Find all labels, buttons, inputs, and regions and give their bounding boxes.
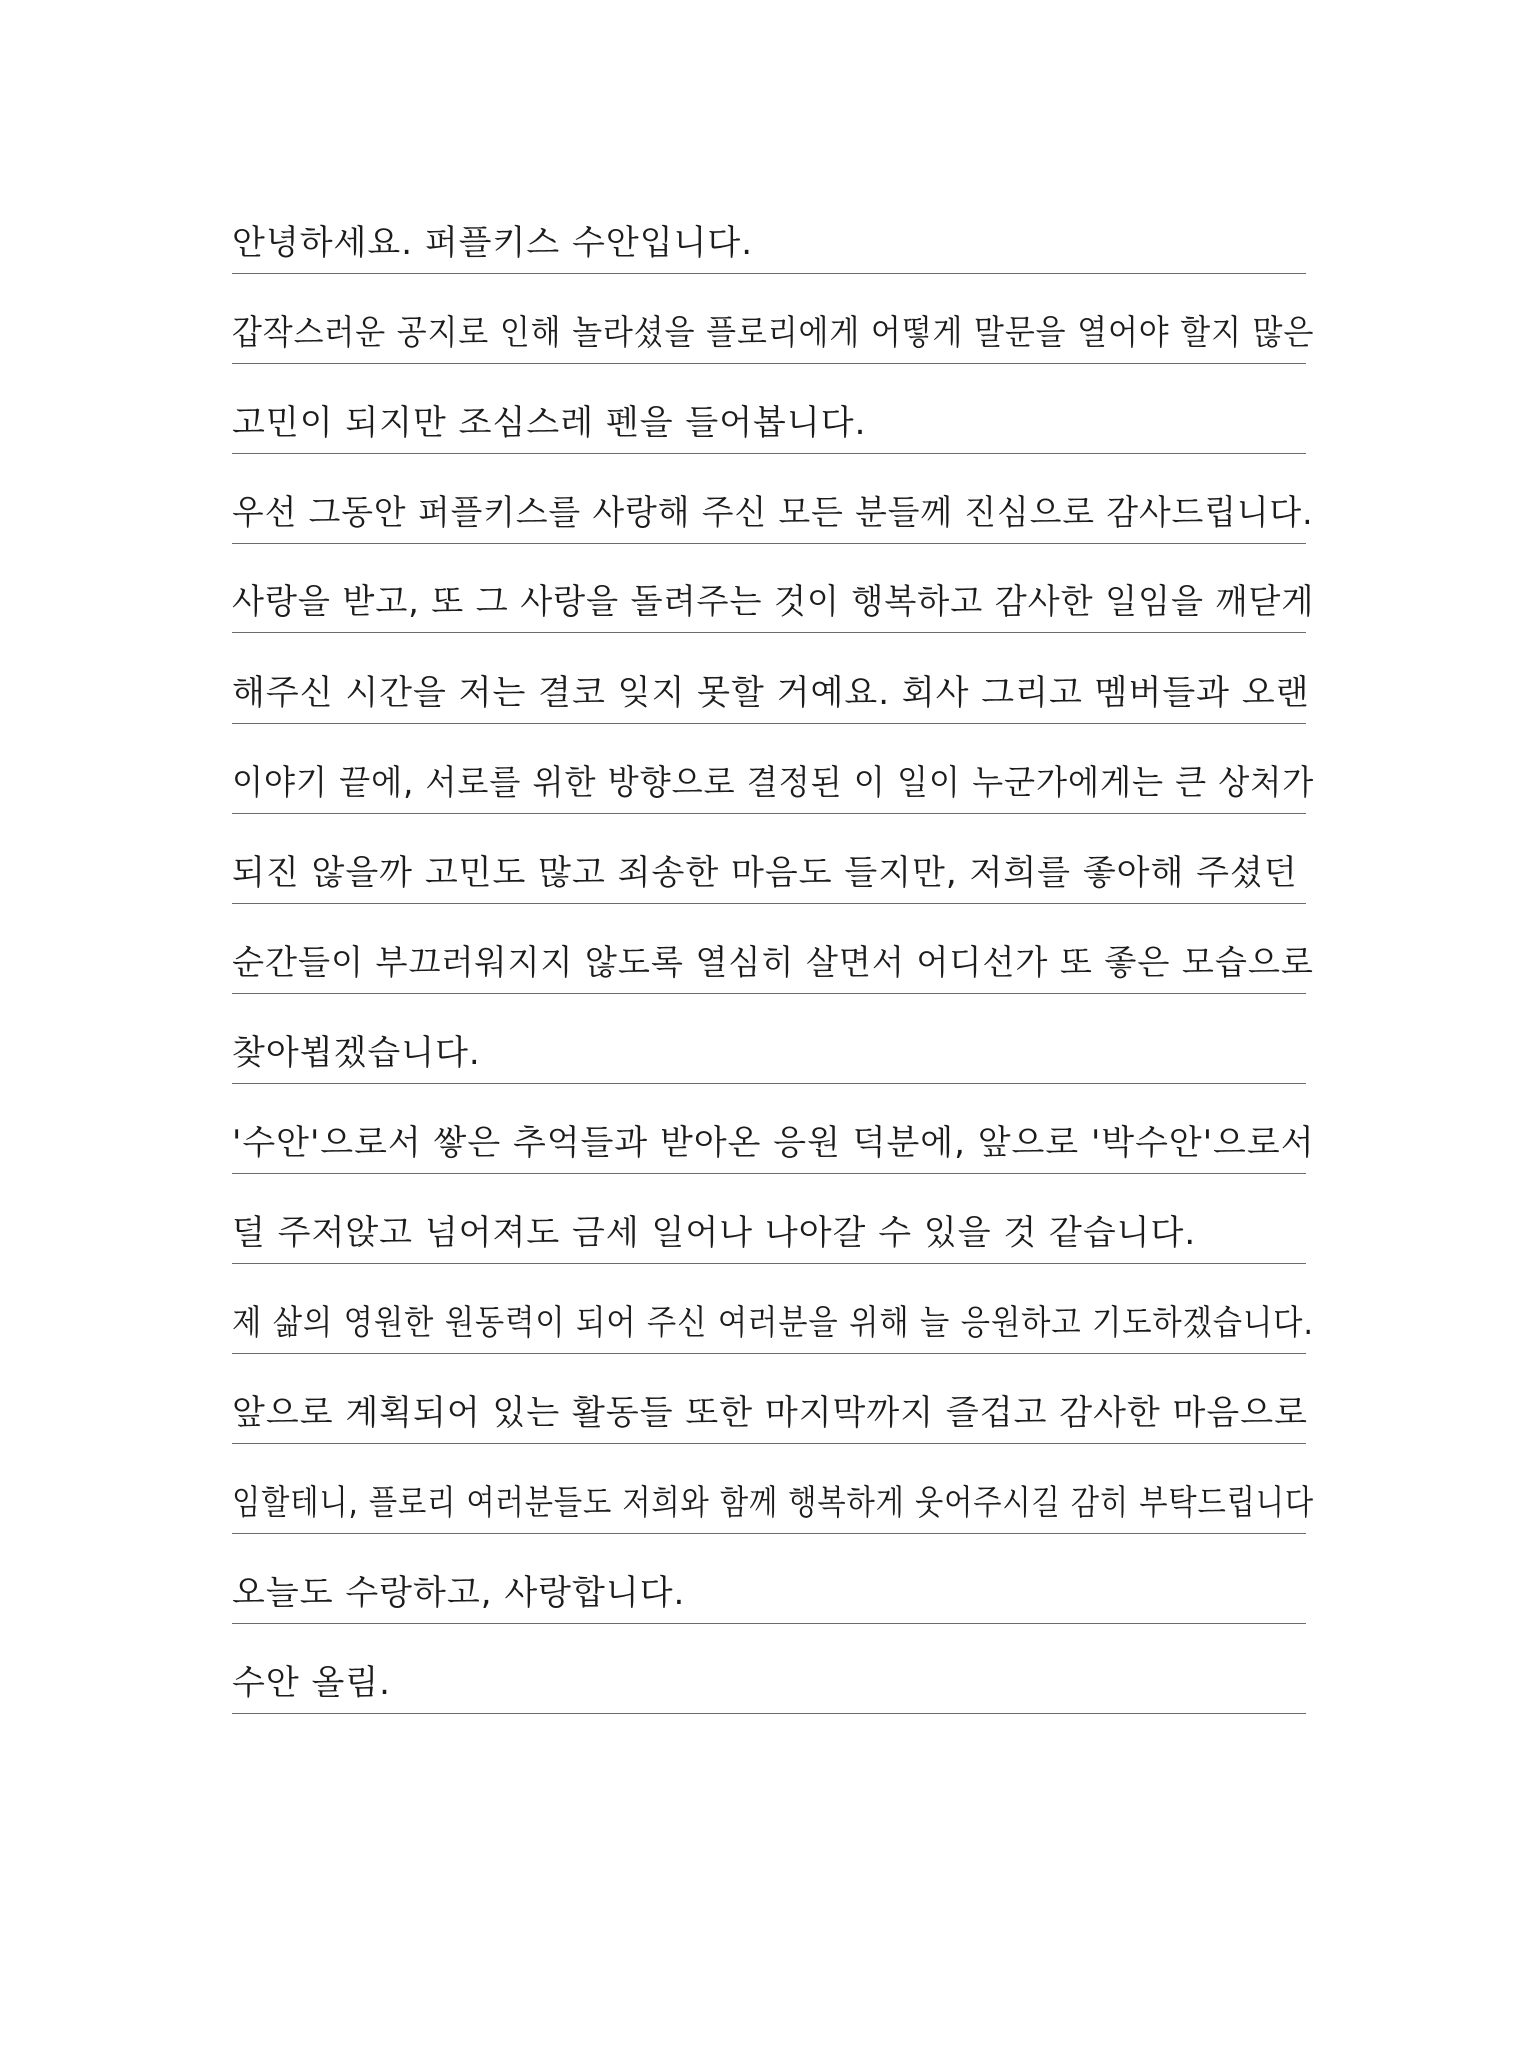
letter-line-text: 오늘도 수랑하고, 사랑합니다.	[232, 1573, 686, 1613]
letter-line-7	[232, 756, 1314, 814]
letter-line-11	[232, 1116, 1314, 1174]
letter-line-text: '수안'으로서 쌓은 추억들과 받아온 응원 덕분에, 앞으로 '박수안'으로서	[232, 1123, 1315, 1163]
letter-line-1	[232, 216, 1314, 274]
letter-line-text: 사랑을 받고, 또 그 사랑을 돌려주는 것이 행복하고 감사한 일임을 깨닫게	[232, 582, 1315, 622]
ruled-line	[232, 1533, 1306, 1534]
letter-line-13	[232, 1296, 1314, 1354]
ruled-line	[232, 1173, 1306, 1174]
ruled-line	[232, 632, 1306, 633]
ruled-line	[232, 543, 1306, 544]
letter-line-2	[232, 306, 1314, 364]
letter-line-4	[232, 486, 1314, 544]
ruled-line	[232, 1353, 1306, 1354]
letter-line-text: 수안 올림.	[232, 1663, 391, 1703]
ruled-line	[232, 273, 1306, 274]
ruled-line	[232, 1713, 1306, 1714]
letter-line-text: 고민이 되지만 조심스레 펜을 들어봅니다.	[232, 403, 867, 443]
letter-line-3	[232, 396, 1314, 454]
letter-line-text: 안녕하세요. 퍼플키스 수안입니다.	[232, 223, 754, 263]
letter-line-8	[232, 846, 1314, 904]
letter-line-15	[232, 1476, 1314, 1534]
letter-line-text: 우선 그동안 퍼플키스를 사랑해 주신 모든 분들께 진심으로 감사드립니다.	[232, 493, 1314, 533]
letter-line-5	[232, 575, 1314, 633]
letter-line-9	[232, 936, 1314, 994]
letter-line-text: 갑작스러운 공지로 인해 놀라셨을 플로리에게 어떻게 말문을 열어야 할지 많은	[232, 313, 1315, 353]
ruled-line	[232, 903, 1306, 904]
letter-line-14	[232, 1386, 1314, 1444]
ruled-line	[232, 453, 1306, 454]
letter-line-text: 해주신 시간을 저는 결코 잊지 못할 거예요. 회사 그리고 멤버들과 오랜	[232, 673, 1310, 713]
letter-line-6	[232, 666, 1314, 724]
letter-line-12	[232, 1206, 1314, 1264]
ruled-line	[232, 1623, 1306, 1624]
letter-line-text: 순간들이 부끄러워지지 않도록 열심히 살면서 어디선가 또 좋은 모습으로	[232, 943, 1314, 983]
letter-line-text: 임할테니, 플로리 여러분들도 저희와 함께 행복하게 웃어주시길 감히 부탁드립니다	[232, 1483, 1314, 1523]
letter-line-10	[232, 1026, 1314, 1084]
letter-line-text: 덜 주저앉고 넘어져도 금세 일어나 나아갈 수 있을 것 같습니다.	[232, 1213, 1197, 1253]
ruled-line	[232, 1263, 1306, 1264]
ruled-line	[232, 723, 1306, 724]
ruled-line	[232, 1443, 1306, 1444]
ruled-line	[232, 363, 1306, 364]
letter-line-text: 제 삶의 영원한 원동력이 되어 주신 여러분을 위해 늘 응원하고 기도하겠습니다.	[232, 1303, 1314, 1343]
letter-line-text: 찾아뵙겠습니다.	[232, 1033, 481, 1073]
ruled-line	[232, 1083, 1306, 1084]
ruled-line	[232, 813, 1306, 814]
letter-line-text: 앞으로 계획되어 있는 활동들 또한 마지막까지 즐겁고 감사한 마음으로	[232, 1393, 1308, 1433]
letter-line-text: 되진 않을까 고민도 많고 죄송한 마음도 들지만, 저희를 좋아해 주셨던	[232, 853, 1298, 893]
letter-line-17	[232, 1656, 1314, 1714]
letter-line-16	[232, 1566, 1314, 1624]
letter-line-text: 이야기 끝에, 서로를 위한 방향으로 결정된 이 일이 누군가에게는 큰 상처가	[232, 763, 1315, 803]
ruled-line	[232, 993, 1306, 994]
